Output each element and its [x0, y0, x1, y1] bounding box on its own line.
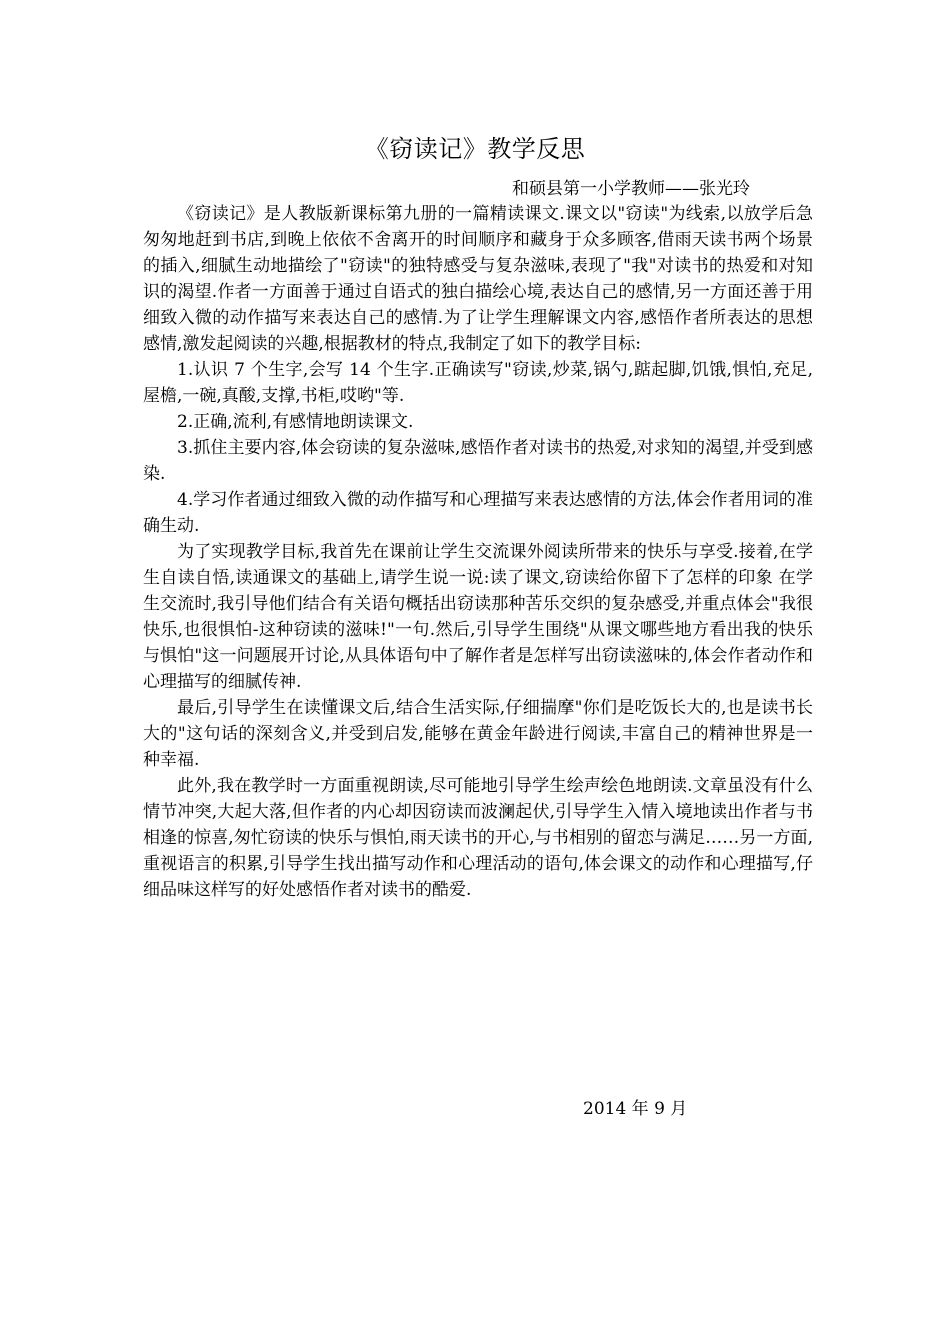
document-title: 《窃读记》教学反思 [364, 135, 586, 163]
document-body [143, 201, 813, 903]
paragraph-goal-2: 2.正确,流利,有感情地朗读课文. [177, 412, 414, 432]
paragraph-method: 为了实现教学目标,我首先在课前让学生交流课外阅读所带来的快乐与享受.接着,在学生自读自悟,读通课文的基础上,请学生说一说:读了课文,窃读给你留下了怎样的印象 在学生交流时,我引导他们结合有关语句概括出窃读那种苦乐交织的复杂感受,并重点体会"我很快乐,也很惧怕-这种窃读的滋味!"一句.然后,引导学生围绕"从课文哪些地方看出我的快乐与惧怕"这一问题展开讨论,从具体语句中了解作者是怎样写出窃读滋味的,体会作者动作和心理描写的细腻传神. [143, 542, 813, 692]
paragraph-goal-4: 4.学习作者通过细致入微的动作描写和心理描写来表达感情的方法,体会作者用词的准确生动. [143, 490, 813, 536]
paragraph-intro: 《窃读记》是人教版新课标第九册的一篇精读课文.课文以"窃读"为线索,以放学后急匆匆地赶到书店,到晚上依依不舍离开的时间顺序和藏身于众多顾客,借雨天读书两个场景的插入,细腻生动地描绘了"窃读"的独特感受与复杂滋味,表现了"我"对读书的热爱和对知识的渴望.作者一方面善于通过自语式的独白描绘心境,表达自己的感情,另一方面还善于用细致入微的动作描写来表达自己的感情.为了让学生理解课文内容,感悟作者所表达的思想感情,激发起阅读的兴趣,根据教材的特点,我制定了如下的教学目标: [143, 204, 813, 354]
paragraph-additional: 此外,我在教学时一方面重视朗读,尽可能地引导学生绘声绘色地朗读.文章虽没有什么情节冲突,大起大落,但作者的内心却因窃读而波澜起伏,引导学生入情入境地读出作者与书相逢的惊喜,匆忙窃读的快乐与惧怕,雨天读书的开心,与书相别的留恋与满足……另一方面,重视语言的积累,引导学生找出描写动作和心理活动的语句,体会课文的动作和心理描写,仔细品味这样写的好处感悟作者对读书的酷爱. [143, 776, 813, 900]
document-date: 2014 年 9 月 [583, 1099, 688, 1119]
author-line: 和硕县第一小学教师——张光玲 [512, 179, 750, 199]
paragraph-goal-3: 3.抓住主要内容,体会窃读的复杂滋味,感悟作者对读书的热爱,对求知的渴望,并受到感染. [143, 438, 813, 484]
paragraph-goal-1: 1.认识 7 个生字,会写 14 个生字.正确读写"窃读,炒菜,锅勺,踮起脚,饥饿,惧怕,充足,屋檐,一碗,真酸,支撑,书柜,哎哟"等. [143, 360, 813, 406]
paragraph-final: 最后,引导学生在读懂课文后,结合生活实际,仔细揣摩"你们是吃饭长大的,也是读书长大的"这句话的深刻含义,并受到启发,能够在黄金年龄进行阅读,丰富自己的精神世界是一种幸福. [143, 698, 813, 770]
